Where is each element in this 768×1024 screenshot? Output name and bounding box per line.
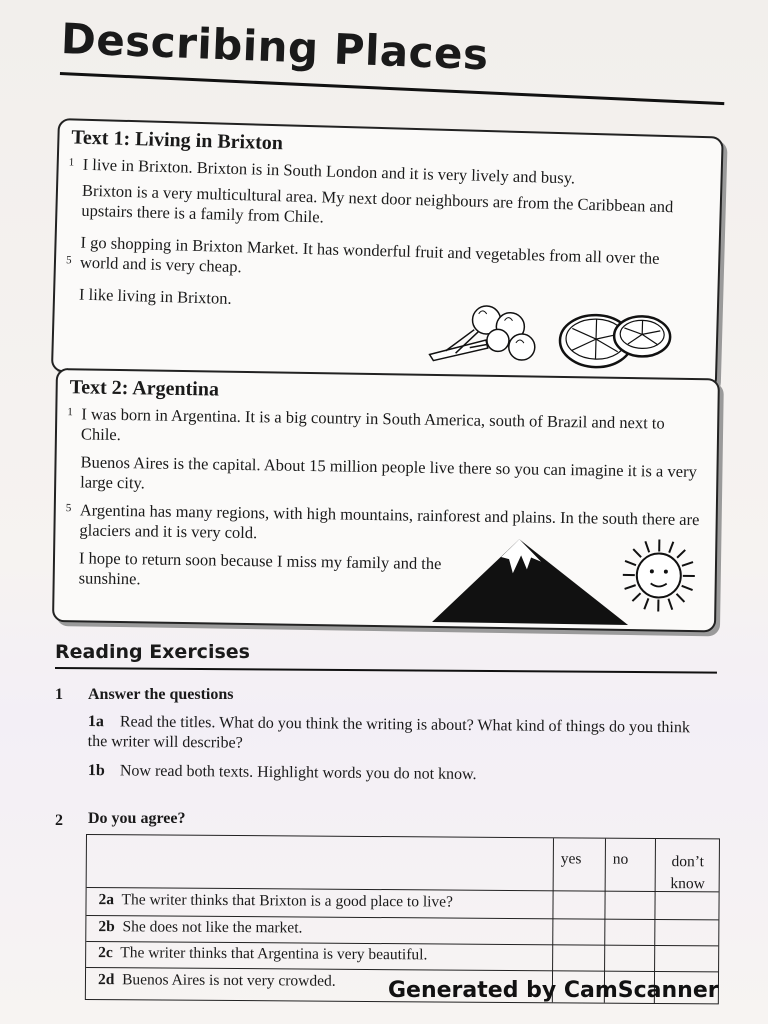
- broccoli-icon: [425, 298, 547, 369]
- item-label: 1b: [87, 761, 105, 780]
- text2-paragraph: Buenos Aires is the capital. About 15 million people live there so you can imagine it is a very large city.: [80, 452, 697, 493]
- line-mark-5: 5: [65, 502, 72, 515]
- item-text: Now read both texts. Highlight words you do not know.: [119, 762, 477, 784]
- row-text: Buenos Aires is not very crowded.: [122, 971, 336, 990]
- text1-paragraph: Brixton is a very multicultural area. My next door neighbours are from the Caribbean and upstairs there is a family from Chile.: [81, 180, 674, 227]
- text2-heading: Text 2: Argentina: [69, 376, 220, 401]
- line-mark-5: 5: [65, 254, 72, 267]
- row-text: She does not like the market.: [122, 918, 303, 937]
- question-number: 2: [55, 812, 63, 829]
- reading-exercises-heading: Reading Exercises: [55, 641, 250, 663]
- text1-paragraph: I live in Brixton. Brixton is in South London and it is very lively and busy.: [82, 154, 576, 188]
- row-label: 2b: [98, 918, 115, 936]
- row-label: 2a: [98, 891, 115, 909]
- line-mark-1: 1: [67, 406, 73, 419]
- row-text: The writer thinks that Brixton is a good place to live?: [121, 891, 454, 911]
- text1-box: [51, 118, 724, 390]
- item-label: 1a: [87, 712, 104, 731]
- question-number: 1: [55, 686, 63, 703]
- column-header-no: no: [612, 850, 629, 868]
- title-underline: [60, 72, 724, 105]
- text1-paragraph: I like living in Brixton.: [78, 284, 232, 308]
- camscanner-watermark: Generated by CamScanner: [388, 978, 719, 1003]
- row-label: 2c: [98, 944, 113, 962]
- text1-heading: Text 1: Living in Brixton: [71, 126, 284, 155]
- table-row-2a: [98, 891, 453, 911]
- question-heading: Answer the questions: [88, 686, 234, 703]
- text2-paragraph: I was born in Argentina. It is a big country in South America, south of Brazil and next to Chile.: [80, 404, 665, 445]
- section-underline: [55, 667, 717, 674]
- row-label: 2d: [97, 971, 115, 989]
- column-header-dont-know: don’t know: [670, 853, 705, 893]
- question-heading: Do you agree?: [88, 810, 186, 827]
- table-row-2b: [98, 918, 302, 937]
- text2-paragraph: I hope to return soon because I miss my family and the sunshine.: [78, 548, 442, 589]
- item-text: Read the titles. What do you think the writing is about? What kind of things do you think the writer will describe?: [87, 713, 690, 752]
- table-row-2c: [98, 944, 427, 964]
- text2-box: [52, 368, 720, 632]
- text1-paragraph: I go shopping in Brixton Market. It has wonderful fruit and vegetables from all over the world and is very cheap.: [79, 232, 660, 277]
- orange-halves-icon: [557, 310, 675, 377]
- row-text: The writer thinks that Argentina is very beautiful.: [120, 944, 428, 964]
- table-row-2d: [98, 971, 336, 991]
- text2-paragraph: Argentina has many regions, with high mountains, rainforest and plains. In the south there are glaciers and it is very cold.: [79, 500, 700, 543]
- sun-face-icon: [620, 537, 697, 614]
- line-mark-1: 1: [68, 156, 75, 169]
- exercise-item-1a: [88, 712, 708, 758]
- column-header-yes: yes: [560, 850, 582, 868]
- mountain-icon: [430, 534, 631, 627]
- page-title: Describing Places: [60, 14, 490, 80]
- exercise-item-1b: [88, 761, 708, 787]
